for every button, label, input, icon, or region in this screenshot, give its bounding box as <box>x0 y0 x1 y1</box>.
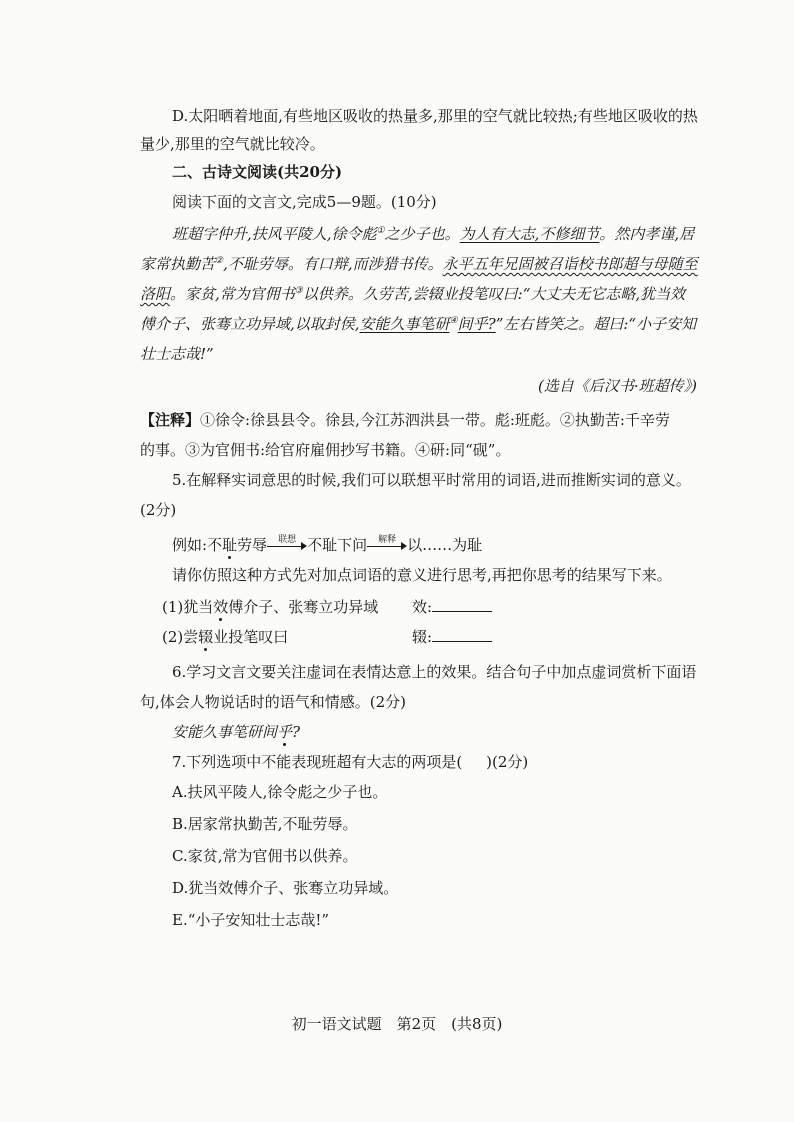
q7-option-e: E.“小子安知壮士志哉!” <box>172 911 330 929</box>
q5-stem-line-1: 5.在解释实词意思的时候,我们可以联想平时常用的词语,进而推断实词的意义。 <box>172 471 691 489</box>
q5-prompt: 请你仿照这种方式先对加点词语的意义进行思考,再把你思考的结果写下来。 <box>172 566 672 584</box>
example-text: 劳辱 <box>237 536 268 554</box>
q5-answer-2 <box>412 627 492 647</box>
arrow-icon <box>267 536 307 556</box>
passage-text: 之少子也。 <box>384 225 460 243</box>
section-heading <box>172 162 342 182</box>
footnote-marker: ① <box>376 226 385 236</box>
wavy-underlined-sentence: 洛阳 <box>140 285 171 303</box>
q7-option-c: C.家贫,常为官佣书以供养。 <box>172 847 358 865</box>
passage-text: 。然内孝谨,居 <box>599 225 695 243</box>
q7-option-b: B.居家常执勤苦,不耻劳辱。 <box>172 815 358 833</box>
dotted-word: 效 <box>213 598 229 616</box>
answer-blank[interactable] <box>432 627 492 642</box>
q7-option-d: D.犹当效傅介子、张骞立功异域。 <box>172 879 399 897</box>
section-title: 二、古诗文阅读 <box>172 163 278 181</box>
item-text: (2)尝 <box>162 628 199 646</box>
dotted-word: 辍 <box>198 628 214 646</box>
answer-label: 辍: <box>412 628 433 646</box>
passage-text: 傅介子、张骞立功异域,以取封侯, <box>140 315 360 333</box>
dotted-word: 乎 <box>277 723 293 741</box>
answer-blank[interactable] <box>432 597 492 612</box>
footnote-marker: ④ <box>449 316 458 326</box>
passage-line-4 <box>140 314 696 334</box>
passage-text: 。家贫,常为官佣书 <box>170 285 295 303</box>
arrow-label: 联想 <box>278 535 297 545</box>
q5-item-1 <box>162 597 378 617</box>
notes-text: ①徐令:徐县县令。徐县,今江苏泗洪县一带。彪:班彪。②执勤苦:千辛劳 <box>200 411 670 429</box>
section-score: (共20分) <box>277 163 343 181</box>
passage-line-5: 壮士志哉!” <box>140 345 214 363</box>
notes-line-2: 的事。③为官佣书:给官府雇佣抄写书籍。④研:同“砚”。 <box>140 441 511 459</box>
passage-line-1 <box>172 224 694 244</box>
footnote-marker: ③ <box>294 286 303 296</box>
item-text: 业投笔叹曰 <box>213 628 289 646</box>
q7-option-a: A.扶风平陵人,徐令彪之少子也。 <box>172 783 388 801</box>
q5-example <box>172 535 482 556</box>
wavy-underlined-sentence: 永平五年兄固被召诣校书郎超与母随至 <box>442 255 698 273</box>
sentence-text: 安能久事笔研间 <box>172 723 278 741</box>
passage-text: ,不耻劳辱。有口辩,而涉猎书传。 <box>223 255 443 273</box>
dotted-word: 耻 <box>222 536 238 554</box>
passage-source: (选自《后汉书·班超传》) <box>538 377 697 395</box>
item-text: (1)犹当 <box>162 598 214 616</box>
footnote-marker: ② <box>215 256 224 266</box>
underlined-phrase: 间乎? <box>457 315 496 333</box>
arrow-icon <box>367 536 407 556</box>
page-footer: 初一语文试题 第2页 (共8页) <box>291 1015 503 1033</box>
q5-item-2 <box>162 627 288 647</box>
sentence-text: ? <box>292 723 301 741</box>
passage-text: 家常执勤苦 <box>140 255 216 273</box>
notes-label: 【注释】 <box>140 411 201 429</box>
q7-stem-text: )(2分) <box>486 753 529 771</box>
q5-stem-line-2: (2分) <box>140 501 177 519</box>
prev-option-d-line2: 量少,那里的空气就比较冷。 <box>140 135 325 153</box>
example-text: 以……为耻 <box>407 536 483 554</box>
q6-stem-line-1: 6.学习文言文要关注虚词在表情达意上的效果。结合句子中加点虚词赏析下面语 <box>172 663 697 681</box>
example-text: 不耻下问 <box>307 536 368 554</box>
passage-text: 以供养。久劳苦,尝辍业投笔叹曰:“大丈夫无它志略,犹当效 <box>302 285 686 303</box>
example-text: 例如:不 <box>172 536 223 554</box>
q5-answer-1 <box>412 597 492 617</box>
passage-text: 班超字仲升,扶风平陵人,徐令彪 <box>172 225 377 243</box>
underlined-phrase: 为人有大志,不修细节 <box>459 225 600 243</box>
passage-text: ”左右皆笑之。超曰:“小子安知 <box>495 315 697 333</box>
q6-sentence <box>172 722 300 742</box>
underlined-phrase: 安能久事笔研 <box>359 315 450 333</box>
answer-label: 效: <box>412 598 433 616</box>
passage-line-3 <box>140 284 685 304</box>
prev-option-d-line1: D.太阳晒着地面,有些地区吸收的热量多,那里的空气就比较热;有些地区吸收的热 <box>172 107 698 125</box>
item-text: 傅介子、张骞立功异域 <box>228 598 379 616</box>
passage-line-2 <box>140 254 698 274</box>
q7-stem <box>172 752 528 772</box>
arrow-label: 解释 <box>378 535 397 545</box>
reading-instruction: 阅读下面的文言文,完成5—9题。(10分) <box>172 193 437 211</box>
notes-line-1 <box>140 410 670 430</box>
q6-stem-line-2: 句,体会人物说话时的语气和情感。(2分) <box>140 693 407 711</box>
q7-stem-text: 7.下列选项中不能表现班超有大志的两项是( <box>172 753 463 771</box>
